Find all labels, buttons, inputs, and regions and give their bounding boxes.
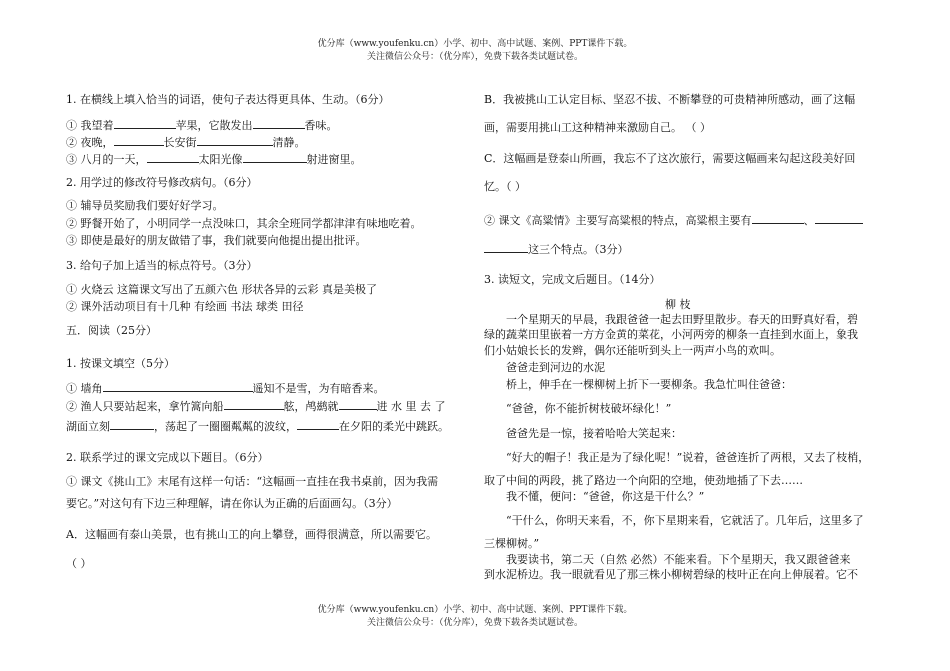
blank-field[interactable] bbox=[752, 212, 804, 224]
blank-field[interactable] bbox=[103, 380, 253, 392]
story-paragraph-line: “干什么，你明天来看，不，你下星期来看，它就活了。几年后，这里多了 bbox=[506, 514, 864, 527]
q2-item-1: ① 辅导员奖励我们要好好学习。 bbox=[66, 199, 224, 212]
blank-field[interactable] bbox=[197, 134, 273, 146]
option-a-answer-paren[interactable]: （ ） bbox=[66, 557, 92, 570]
q2-item-2: ② 野餐开始了，小明同学一点没味口，其余全班同学都津津有味地吃着。 bbox=[66, 217, 422, 230]
q3-item-1: ① 火烧云 这篇课文写出了五颜六色 形状各异的云彩 真是美极了 bbox=[66, 283, 377, 296]
option-c-line-2: 忆。（ ） bbox=[484, 180, 526, 193]
story-paragraph-line: 爸爸走到河边的水泥 bbox=[506, 361, 605, 374]
blank-field[interactable] bbox=[297, 418, 339, 430]
reading-q1-title: 1. 按课文填空（5分） bbox=[66, 357, 175, 370]
blank-field[interactable] bbox=[484, 241, 528, 253]
page-header bbox=[0, 38, 950, 64]
q1-item-1: ① 我望着 苹果，它散发出 香味。 bbox=[66, 119, 338, 132]
story-paragraph-line: 一个星期天的早晨，我跟爸爸一起去田野里散步。春天的田野真好看，碧 bbox=[506, 313, 858, 326]
option-c-line-1: C．这幅画是登泰山所画，我忘不了这次旅行，需要这幅画来勾起这段美好回 bbox=[484, 152, 856, 165]
q3-title: 3. 给句子加上适当的标点符号。（3分） bbox=[66, 259, 258, 272]
story-paragraph-line: 到水泥桥边。我一眼就看见了那三株小柳树碧绿的枝叶正在向上伸展着。它不 bbox=[484, 568, 858, 581]
story-paragraph-line: 我要读书，第二天（自然 必然）不能来看。下个星期天，我又跟爸爸来 bbox=[506, 553, 851, 566]
q2-title: 2. 用学过的修改符号修改病句。（6分） bbox=[66, 176, 258, 189]
story-paragraph-line: “爸爸，你不能折树枝破坏绿化！” bbox=[506, 402, 672, 415]
reading-q3-title: 3. 读短文，完成文后题目。（14分） bbox=[484, 273, 661, 286]
story-paragraph-line: 桥上，伸手在一棵柳树上折下一要柳条。我急忙叫住爸爸： bbox=[506, 378, 792, 391]
page-footer bbox=[0, 604, 950, 630]
gaoliang-question: ② 课文《高粱情》主要写高粱根的特点，高粱根主要有 、 bbox=[484, 212, 863, 228]
option-b-line-2: 画，需要用挑山工这种精神来激励自己。 （ ） bbox=[484, 121, 711, 134]
blank-field[interactable] bbox=[815, 212, 863, 224]
story-paragraph-line: “好大的帽子！我正是为了绿化呢！”说着，爸爸连折了两根，又去了枝梢， bbox=[506, 451, 870, 464]
reading-q2-text-1: ① 课文《挑山工》末尾有这样一句话：“这幅画一直挂在我书桌前，因为我需 bbox=[66, 475, 439, 488]
reading-q2-title: 2. 联系学过的课文完成以下题目。（6分） bbox=[66, 451, 269, 464]
q1-item-3: ③ 八月的一天， 太阳光像 射进窗里。 bbox=[66, 153, 362, 166]
blank-field[interactable] bbox=[224, 398, 284, 410]
q1-title: 1. 在横线上填入恰当的词语，使句子表达得更具体、生动。（6分） bbox=[66, 93, 390, 106]
option-a: A．这幅画有泰山美景，也有挑山工的向上攀登，画得很满意，所以需要它。 bbox=[66, 528, 437, 541]
q2-item-3: ③ 即使是最好的朋友做错了事，我们就要向他提出提出批评。 bbox=[66, 234, 367, 247]
option-b-line-1: B．我被挑山工认定目标、坚忍不拔、不断攀登的可贵精神所感动，画了这幅 bbox=[484, 93, 856, 106]
reading-q1-item-1: ① 墙角 遥知不是雪，为有暗香来。 bbox=[66, 382, 385, 395]
gaoliang-question-end: 这三个特点。（3分） bbox=[484, 241, 629, 257]
footer-line-1: 优分库（www.youfenku.cn）小学、初中、高中试题、案例、PPT课件下载。 bbox=[317, 605, 633, 615]
story-paragraph-line: 们小姑娘长长的发辫，偶尔还能听到头上一两声小鸟的欢叫。 bbox=[484, 344, 781, 357]
footer-line-2: 关注微信公众号：（优分库），免费下载各类试题试卷。 bbox=[366, 618, 583, 628]
story-paragraph-line: 我不懂，便问：“爸爸，你这是干什么？” bbox=[506, 490, 705, 503]
header-line-1: 优分库（www.youfenku.cn）小学、初中、高中试题、案例、PPT课件下载。 bbox=[317, 39, 633, 49]
story-paragraph-line: 取了中间的两段，挑了路边一个向阳的空地，使劲地插了下去…… bbox=[484, 474, 803, 487]
q1-item-2: ② 夜晚， 长安街 清静。 bbox=[66, 136, 306, 149]
blank-field[interactable] bbox=[339, 398, 377, 410]
reading-q1-item-2: ② 渔人只要站起来，拿竹篙向船 舷，鸬鹚就 进 水 里 去 了 bbox=[66, 400, 446, 413]
story-title: 柳 枝 bbox=[665, 298, 691, 311]
reading-q1-item-3: 湖面立刻 ，荡起了一圈圈粼粼的波纹， 在夕阳的柔光中跳跃。 bbox=[66, 420, 449, 433]
reading-q2-text-2: 要它。”对这句有下边三种理解，请在你认为正确的后面画勾。（3分） bbox=[66, 497, 398, 510]
blank-field[interactable] bbox=[114, 117, 176, 129]
blank-field[interactable] bbox=[114, 134, 164, 146]
header-line-2: 关注微信公众号：（优分库），免费下载各类试题试卷。 bbox=[366, 52, 583, 62]
blank-field[interactable] bbox=[243, 151, 307, 163]
story-paragraph-line: 三棵柳树。” bbox=[484, 537, 540, 550]
blank-field[interactable] bbox=[253, 117, 305, 129]
blank-field[interactable] bbox=[110, 418, 154, 430]
story-paragraph-line: 爸爸先是一惊，接着哈哈大笑起来： bbox=[506, 427, 682, 440]
section-5-title: 五．阅读（25分） bbox=[66, 324, 157, 337]
q3-item-2: ② 课外活动项目有十几种 有绘画 书法 球类 田径 bbox=[66, 300, 304, 313]
story-paragraph-line: 绿的蔬菜田里嵌着一方方金黄的菜花，小河两旁的柳条一直挂到水面上，象我 bbox=[484, 328, 858, 341]
blank-field[interactable] bbox=[147, 151, 199, 163]
